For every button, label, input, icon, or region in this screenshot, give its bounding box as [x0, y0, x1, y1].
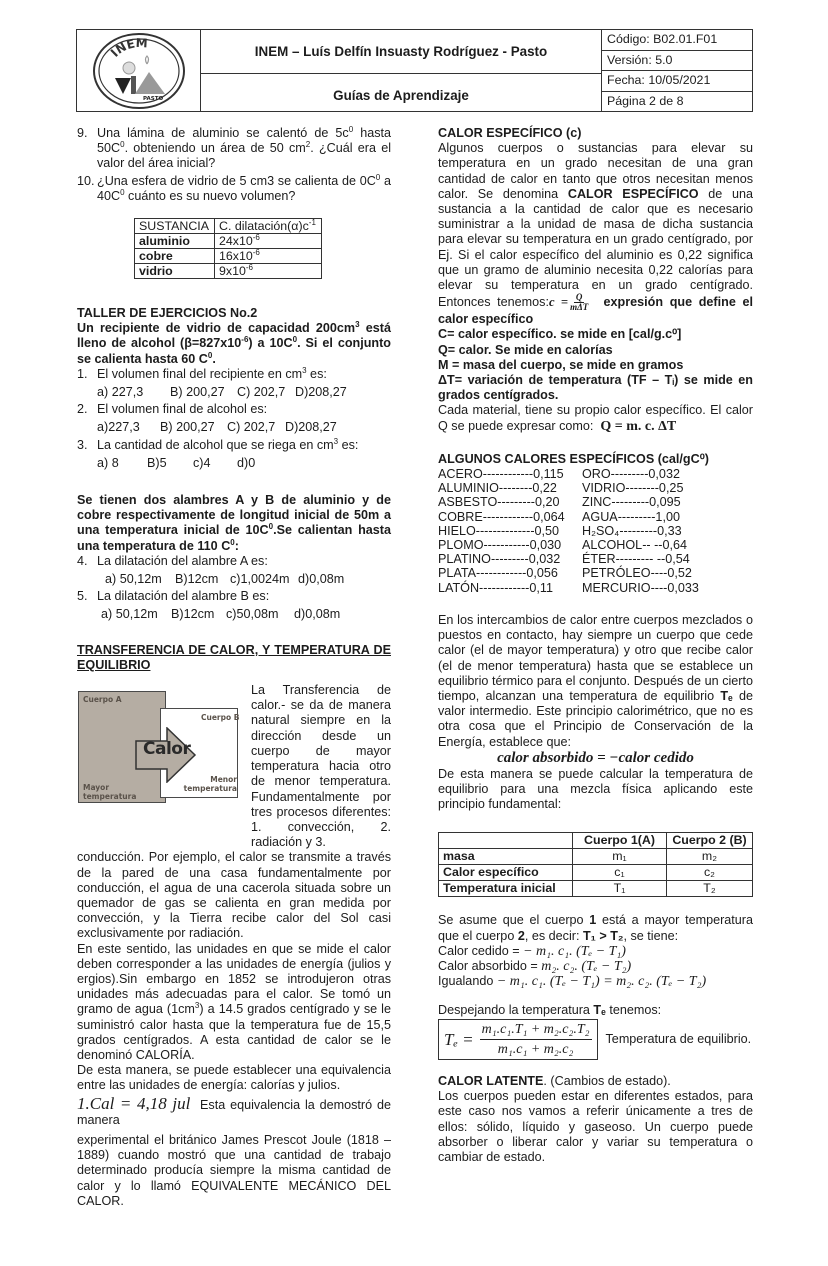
option-a: a) 227,3 [97, 385, 144, 400]
inem-logo-icon [91, 32, 187, 110]
specific-heats-list [438, 467, 753, 595]
taller-title: TALLER DE EJERCICIOS No.2 [77, 306, 258, 321]
cedido-line: Calor cedido = − m₁. c₁. (Tₑ − T₁) [438, 943, 626, 959]
transfer-continued: conducción. Por ejemplo, el calor se transmite a través de la pared de una casa fundamentalmente por conducción, el agua de una cacerola situada sobre un quemador de gas se calienta en gran medida por convección, y la Tierra recibe calor del Sol casi exclusivamente por radiación. [77, 850, 391, 941]
document-title: Guías de Aprendizaje [333, 87, 469, 103]
list-item: PLATINO---------0,032 [438, 552, 561, 567]
option-c: C) 202,7 [237, 385, 286, 400]
dilatation-table [134, 218, 322, 279]
list-item: PETRÓLEO----0,52 [582, 566, 692, 581]
table-header-row: SUSTANCIA C. $dilatación(\alpha)c^{-1}$ [135, 219, 322, 234]
table-row: masa m₁ m₂ [439, 849, 753, 865]
joule-formula: 1.Cal = 4,18 jul [77, 1093, 191, 1113]
definition-q: Q= calor. Se mide en calorías [438, 342, 613, 357]
taller-intro: Un recipiente de vidrio de capacidad $200cm^3$ está lleno de alcohol $(\beta=827x10^{-6})$ a $10C^0$. Si el conjunto se calienta hasta 60 $C^0$. [77, 320, 391, 366]
heat-transfer-diagram: Cuerpo A Cuerpo B Calor Mayor temperatura Menor temperatura [77, 687, 243, 807]
svg-text:INEM: INEM [107, 35, 148, 60]
absorbido-line: Calor absorbido = m₂. c₂. (Tₑ − T₂) [438, 958, 632, 974]
left-column [77, 126, 391, 1209]
list-item: VIDRIO--------0,25 [582, 481, 684, 496]
units-paragraph: En este sentido, las unidades en que se mide el calor deben corresponder a las unidades de energía (julios y ergios).Sin embargo en 1852 se introdujeron otras unidades más adecuadas para el calor. Se tomó un gramo de agua $(1cm^3)$ a 14.5 grados centígrado y se le suministró calor hasta que la temperatura fue de 15,5 grados centígrados. A esta cantidad de calor se le denominó CALORÍA. [77, 941, 391, 1062]
option-b: B) 200,27 [160, 420, 215, 435]
document-header [76, 29, 753, 112]
question-4: 4. La dilatación del alambre A es: a) 50,12m B)12cm c)1,0024m d)0,08m [77, 553, 345, 587]
specific-heat-paragraph: Algunos cuerpos o sustancias para elevar su temperatura en un grado necesitan de una gran cantidad de calor en tanto que otros necesitan menos calor. Se denomina CALOR ESPECÍFICO de una sustancia a la cantidad de calor que es necesario suministrar a la unidad de masa de dicha sustancia para elevar su temperatura en un grado centígrado, por Ej. Si el calor específico del aluminio es 0,22 significa que un gramo de aluminio necesita 0,22 calorías para elevar su temperatura en un grado centígrado. Entonces tenemos:c = $\frac{Q}{\text{mΔT}}$ expresión que define el calor específico [438, 141, 753, 327]
transfer-figure-block [77, 683, 391, 850]
table-row: Temperatura inicial T₁ T₂ [439, 881, 753, 897]
table-row: aluminio $24x10^{-6}$ [135, 234, 322, 249]
option-a: a) 8 [97, 455, 119, 470]
transfer-side-text: La Transferencia de calor.- se da de manera natural siempre en la dirección desde un cuerpo de mayor temperatura hacia otro de menor temperatura. Fundamentalmente por tres procesos diferentes: 1. convección, 2. radiación y 3. [251, 683, 391, 850]
title-cell [201, 30, 602, 111]
bodies-table [438, 832, 753, 897]
specific-heats-title: ALGUNOS CALORES ESPECÍFICOS (cal/gC⁰) [438, 451, 709, 466]
list-item: ORO---------0,032 [582, 467, 680, 482]
equilibrium-formula: Tₑ = $\frac{\text{m₁.c₁.T₁ + m₂.c₂.T₂}}{\text{m₁.c₁ + m₂.c₂}}$ [438, 1019, 598, 1060]
despejando-line: Despejando la temperatura Tₑ tenemos: [438, 1003, 662, 1018]
table-row: vidrio $9x10^{-6}$ [135, 264, 322, 279]
principle-formula: calor absorbido = −calor cedido [497, 749, 694, 766]
option-d: d)0,08m [294, 607, 341, 622]
option-d: d)0 [237, 455, 256, 470]
option-d: d)0,08m [298, 572, 345, 587]
specific-heat-title: CALOR ESPECÍFICO (c) [438, 126, 582, 140]
list-item: MERCURIO----0,033 [582, 580, 699, 595]
option-d: D)208,27 [285, 420, 337, 435]
institution-name: INEM – Luís Delfín Insuasty Rodríguez - Pasto [201, 30, 601, 74]
equilibrium-label: Temperatura de equilibrio. [605, 1031, 752, 1046]
option-c: C) 202,7 [227, 420, 276, 435]
equilibrium-formula-row [438, 1019, 753, 1060]
definition-c: C= calor específico. se mide en [cal/g.c⁰] [438, 327, 682, 342]
list-item: LATÓN------------0,11 [438, 580, 553, 595]
option-b: B) 200,27 [170, 385, 225, 400]
list-item: ASBESTO---------0,20 [438, 495, 560, 510]
transfer-title: TRANSFERENCIA DE CALOR, Y TEMPERATURA DE EQUILIBRIO [77, 642, 391, 672]
table-header-row: Cuerpo 1(A) Cuerpo 2 (B) [439, 833, 753, 849]
list-item: PLATA------------0,056 [438, 566, 558, 581]
meta-date: Fecha: 10/05/2021 [602, 71, 752, 92]
list-item: ACERO------------0,115 [438, 467, 564, 482]
list-item: ALUMINIO--------0,22 [438, 481, 557, 496]
list-item: ALCOHOL-- --0,64 [582, 538, 687, 553]
meta-version: Versión: 5.0 [602, 51, 752, 72]
option-a: a)227,3 [97, 420, 140, 435]
question-3: 3. La cantidad de alcohol que se riega en $cm^3$ es: a) 8 B)5 c)4 d)0 [77, 436, 359, 470]
calc-paragraph: De esta manera se puede calcular la temperatura de equilibrio para una mezcla física aplicando este principio fundamental: [438, 766, 753, 812]
meta-cell [602, 30, 752, 111]
latent-heat-paragraph: Los cuerpos pueden estar en diferentes estados, para este caso nos vamos a referir únicamente a tres de ellos: sólido, líquido y gaseoso. Un cuerpo puede absorber o liberar calor y variar su temperatura o cambiar de estado. [438, 1089, 753, 1164]
list-item: HIELO--------------0,50 [438, 523, 560, 538]
list-item: H₂SO₄---------0,33 [582, 523, 682, 538]
joule-paragraph: 1.Cal = 4,18 jul Esta equivalencia la demostró de manera [77, 1093, 391, 1127]
question-5: 5. La dilatación del alambre B es: a) 50,12m B)12cm c)50,08m d)0,08m [77, 589, 341, 622]
meta-page: Página 2 de 8 [607, 93, 684, 108]
list-item: ÉTER--------- --0,54 [582, 552, 690, 567]
specific-heat-formula: $\frac{Q}{\text{mΔT}}$ [570, 292, 589, 313]
option-b: B)5 [147, 455, 167, 470]
option-c: c)1,0024m [230, 572, 290, 587]
list-item: COBRE------------0,064 [438, 509, 565, 524]
igualando-line: Igualando − m₁. c₁. (Tₑ − T₁) = m₂. c₂. (Tₑ − T₂) [438, 974, 707, 990]
option-a: a) 50,12m [105, 572, 162, 587]
list-item: PLOMO-----------0,030 [438, 538, 562, 553]
option-b: B)12cm [171, 607, 215, 622]
question-2: 2. El volumen final de alcohol es: a)227,3 B) 200,27 C) 202,7 D)208,27 [77, 402, 337, 435]
logo-cell [77, 30, 201, 111]
option-d: D)208,27 [295, 385, 347, 400]
assume-paragraph: Se asume que el cuerpo 1 está a mayor temperatura que el cuerpo 2, es decir: T₁ > T₂, se tiene: [438, 913, 753, 943]
q-expression: Cada material, tiene su propio calor específico. El calor Q se puede expresar como: Q = m. c. ΔT [438, 403, 753, 434]
option-c: c)4 [193, 455, 211, 470]
question-1: 1. El volumen final del recipiente en $cm^3$ es: a) 227,3 B) 200,27 C) 202,7 D)208,27 [77, 365, 347, 400]
svg-text:PASTO: PASTO [142, 95, 163, 102]
latent-heat-title: CALOR LATENTE. (Cambios de estado). [438, 1073, 671, 1088]
list-item: ZINC---------0,095 [582, 495, 681, 510]
question-9: 9. Una lámina de aluminio se calentó de $5c^0$ hasta $50C^0$. obteniendo un área de 50 $cm^2$. ¿Cuál era el valor del área inicial? [77, 124, 392, 171]
wires-intro: Se tienen dos alambres A y B de aluminio y de cobre respectivamente de longitud inicial de 50m a una temperatura inicial de $10C^0.Se$ calientan hasta una temperatura de 110 $C^0$: [77, 493, 391, 553]
list-item: AGUA---------1,00 [582, 509, 680, 524]
definition-m: M = masa del cuerpo, se mide en gramos [438, 357, 684, 372]
exchange-paragraph: En los intercambios de calor entre cuerpos mezclados o puestos en contacto, hay siempre un cuerpo que cede calor (el de mayor temperatura) y otro que recibe calor (el de menor temperatura) hasta que se establece un equilibrio térmico para el conjunto. Después de un cierto tiempo, alcanzan una temperatura de equilibrio Tₑ de valor intermedio. Este principio calorimétrico, que no es otra cosa que el Principio de Conservación de la Energía, establece que: [438, 612, 754, 749]
joule-text: experimental el británico James Prescot Joule (1818 – 1889) cuando mostró que una cantidad de trabajo determinado producía siempre la misma cantidad de calor y lo llamó EQUIVALENTE MECÁNICO DEL CALOR. [77, 1132, 391, 1208]
table-row: Calor específico c₁ c₂ [439, 865, 753, 881]
question-10: 10. ¿Una esfera de vidrio de 5 cm3 se calienta de $0C^0$ a $40C^0$ cuánto es su nuevo volumen? [77, 172, 391, 203]
option-a: a) 50,12m [101, 607, 158, 622]
option-c: c)50,08m [226, 607, 279, 622]
equivalence-paragraph: De esta manera, se puede establecer una equivalencia entre las unidades de energía: calorías y julios. [77, 1063, 391, 1093]
meta-code: Código: B02.01.F01 [602, 30, 752, 51]
option-b: B)12cm [175, 572, 219, 587]
definition-dt: ΔT= variación de temperatura (TF – Tᵢ) se mide en grados centígrados. [438, 373, 753, 403]
right-column [438, 126, 753, 1165]
table-row: cobre $16x10^{-6}$ [135, 249, 322, 264]
